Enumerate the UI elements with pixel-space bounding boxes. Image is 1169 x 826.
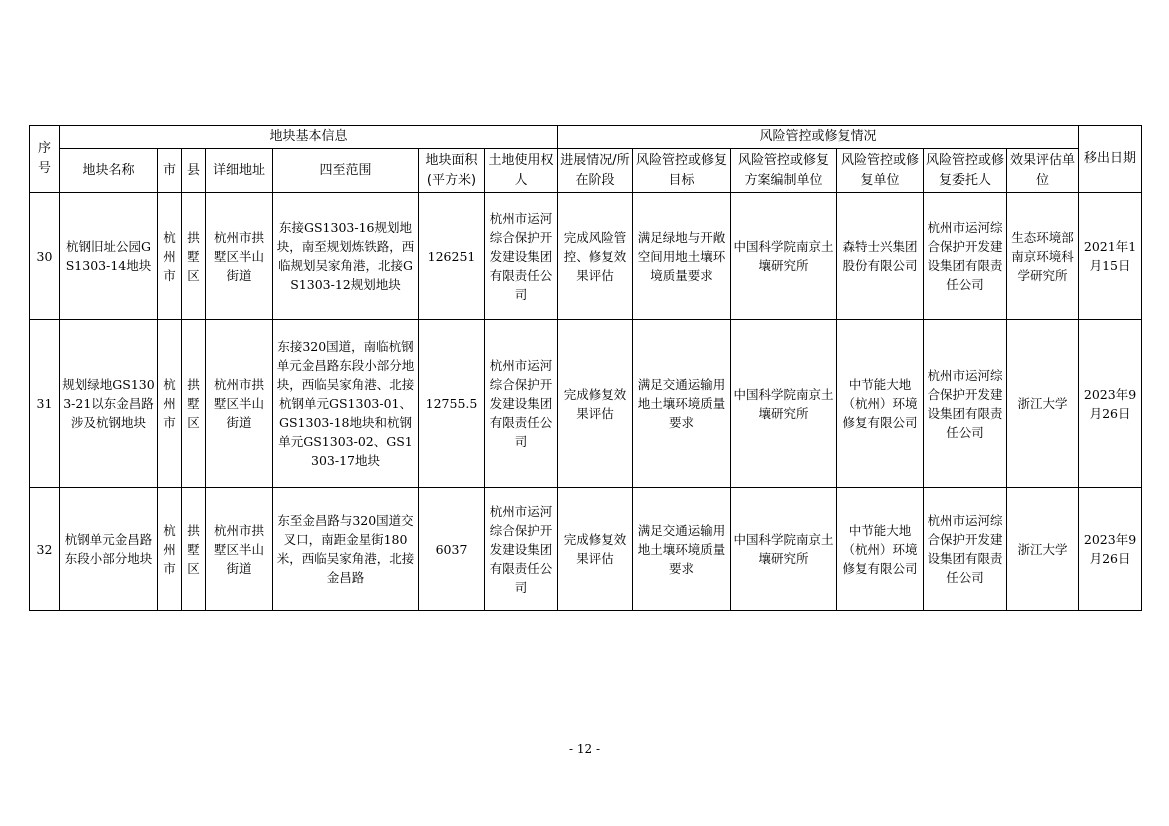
header-exec-unit: 风险管控或修复单位 (837, 149, 924, 193)
cell-county: 拱墅区 (182, 320, 206, 488)
cell-client: 杭州市运河综合保护开发建设集团有限责任公司 (924, 193, 1007, 320)
cell-progress: 完成修复效果评估 (558, 320, 633, 488)
cell-bounds: 东至金昌路与320国道交叉口，南距金星街180米，西临吴家角港，北接金昌路 (273, 488, 419, 611)
cell-bounds: 东接320国道，南临杭钢单元金昌路东段小部分地块，西临吴家角港、北接杭钢单元GS1303-01、GS1303-18地块和杭钢单元GS1303-02、GS1303-17地块 (273, 320, 419, 488)
cell-address: 杭州市拱墅区半山街道 (206, 193, 273, 320)
cell-city: 杭州市 (158, 488, 182, 611)
cell-city: 杭州市 (158, 193, 182, 320)
table-row (30, 193, 1142, 320)
page-number: - 12 - (568, 742, 600, 756)
header-seq: 序号 (30, 126, 60, 193)
cell-eval-unit: 浙江大学 (1007, 320, 1079, 488)
header-column-row (30, 149, 1142, 193)
header-client: 风险管控或修复委托人 (924, 149, 1007, 193)
cell-address: 杭州市拱墅区半山街道 (206, 320, 273, 488)
cell-name: 规划绿地GS1303-21以东金昌路涉及杭钢地块 (60, 320, 158, 488)
cell-owner: 杭州市运河综合保护开发建设集团有限责任公司 (485, 320, 558, 488)
cell-county: 拱墅区 (182, 193, 206, 320)
header-eval-unit: 效果评估单位 (1007, 149, 1079, 193)
site-registry-table (29, 125, 1142, 611)
cell-name: 杭钢单元金昌路东段小部分地块 (60, 488, 158, 611)
cell-address: 杭州市拱墅区半山街道 (206, 488, 273, 611)
header-date: 移出日期 (1079, 126, 1142, 193)
cell-exec-unit: 中节能大地（杭州）环境修复有限公司 (837, 488, 924, 611)
cell-progress: 完成修复效果评估 (558, 488, 633, 611)
cell-client: 杭州市运河综合保护开发建设集团有限责任公司 (924, 320, 1007, 488)
header-group-row (30, 126, 1142, 149)
cell-date: 2023年9月26日 (1079, 488, 1142, 611)
cell-date: 2021年1月15日 (1079, 193, 1142, 320)
cell-name: 杭钢旧址公园GS1303-14地块 (60, 193, 158, 320)
cell-exec-unit: 森特士兴集团股份有限公司 (837, 193, 924, 320)
header-county: 县 (182, 149, 206, 193)
cell-plan-unit: 中国科学院南京土壤研究所 (731, 488, 837, 611)
cell-plan-unit: 中国科学院南京土壤研究所 (731, 193, 837, 320)
header-target: 风险管控或修复目标 (633, 149, 731, 193)
table-row (30, 488, 1142, 611)
cell-city: 杭州市 (158, 320, 182, 488)
cell-seq: 30 (30, 193, 60, 320)
header-progress: 进展情况/所在阶段 (558, 149, 633, 193)
cell-client: 杭州市运河综合保护开发建设集团有限责任公司 (924, 488, 1007, 611)
cell-target: 满足交通运输用地土壤环境质量要求 (633, 320, 731, 488)
header-group-basic: 地块基本信息 (60, 126, 558, 149)
header-area: 地块面积(平方米) (419, 149, 485, 193)
cell-date: 2023年9月26日 (1079, 320, 1142, 488)
cell-eval-unit: 浙江大学 (1007, 488, 1079, 611)
table-row (30, 320, 1142, 488)
cell-target: 满足交通运输用地土壤环境质量要求 (633, 488, 731, 611)
cell-seq: 32 (30, 488, 60, 611)
cell-bounds: 东接GS1303-16规划地块，南至规划炼铁路，西临规划吴家角港，北接GS1303-12规划地块 (273, 193, 419, 320)
header-address: 详细地址 (206, 149, 273, 193)
cell-owner: 杭州市运河综合保护开发建设集团有限责任公司 (485, 193, 558, 320)
cell-seq: 31 (30, 320, 60, 488)
header-city: 市 (158, 149, 182, 193)
cell-exec-unit: 中节能大地（杭州）环境修复有限公司 (837, 320, 924, 488)
cell-eval-unit: 生态环境部南京环境科学研究所 (1007, 193, 1079, 320)
header-plan-unit: 风险管控或修复方案编制单位 (731, 149, 837, 193)
cell-area: 12755.5 (419, 320, 485, 488)
cell-area: 126251 (419, 193, 485, 320)
cell-area: 6037 (419, 488, 485, 611)
cell-plan-unit: 中国科学院南京土壤研究所 (731, 320, 837, 488)
cell-progress: 完成风险管控、修复效果评估 (558, 193, 633, 320)
cell-owner: 杭州市运河综合保护开发建设集团有限责任公司 (485, 488, 558, 611)
cell-county: 拱墅区 (182, 488, 206, 611)
header-bounds: 四至范围 (273, 149, 419, 193)
header-owner: 土地使用权人 (485, 149, 558, 193)
header-name: 地块名称 (60, 149, 158, 193)
header-group-risk: 风险管控或修复情况 (558, 126, 1079, 149)
cell-target: 满足绿地与开敞空间用地土壤环境质量要求 (633, 193, 731, 320)
